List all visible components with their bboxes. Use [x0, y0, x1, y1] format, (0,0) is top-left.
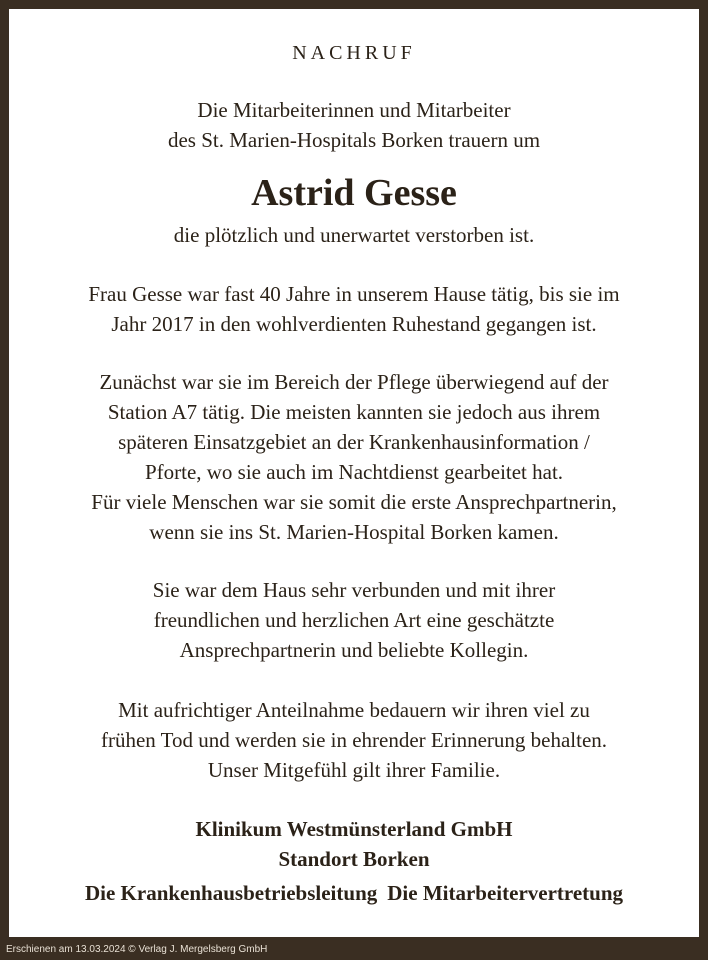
signature-management: Die Krankenhausbetriebsleitung	[84, 881, 378, 905]
publication-footer: Erschienen am 13.03.2024 © Verlag J. Mergelsberg GmbH	[6, 944, 268, 955]
paragraph-condolence	[9, 695, 699, 785]
paragraph-line: Zunächst war sie im Bereich der Pflege überwiegend auf der	[99, 370, 609, 394]
paragraph-line: späteren Einsatzgebiet an der Krankenhausinformation /	[118, 430, 590, 454]
intro-text	[9, 95, 699, 155]
paragraph-line: Unser Mitgefühl gilt ihrer Familie.	[207, 758, 501, 782]
paragraph-line: frühen Tod und werden sie in ehrender Erinnerung behalten.	[100, 728, 608, 752]
signature-parties	[9, 878, 699, 908]
paragraph-line: Pforte, wo sie auch im Nachtdienst gearbeitet hat.	[144, 460, 564, 484]
paragraph-line: wenn sie ins St. Marien-Hospital Borken kamen.	[149, 520, 559, 544]
paragraph-line: Frau Gesse war fast 40 Jahre in unserem Hause tätig, bis sie im	[88, 282, 620, 306]
paragraph-line: Ansprechpartnerin und beliebte Kollegin.	[179, 638, 529, 662]
paragraph-line: Für viele Menschen war sie somit die erste Ansprechpartnerin,	[91, 490, 617, 514]
obituary-card	[9, 9, 699, 937]
paragraph-career	[9, 279, 699, 339]
paragraph-tribute	[9, 575, 699, 665]
signature-staff-council: Die Mitarbeitervertretung	[387, 881, 624, 905]
paragraph-line: Jahr 2017 in den wohlverdienten Ruhestand gegangen ist.	[111, 312, 597, 336]
deceased-name: Astrid Gesse	[251, 172, 457, 214]
paragraph-line: freundlichen und herzlichen Art eine geschätzte	[153, 608, 555, 632]
notice-heading: NACHRUF	[292, 42, 416, 64]
subline-text: die plötzlich und unerwartet verstorben ist.	[173, 223, 535, 247]
signature-organization: Klinikum Westmünsterland GmbH	[195, 817, 513, 841]
signature-location: Standort Borken	[278, 847, 430, 871]
paragraph-work	[9, 367, 699, 547]
intro-line: des St. Marien-Hospitals Borken trauern um	[167, 128, 541, 152]
paragraph-line: Mit aufrichtiger Anteilnahme bedauern wir ihren viel zu	[118, 698, 590, 722]
intro-line: Die Mitarbeiterinnen und Mitarbeiter	[197, 98, 511, 122]
paragraph-line: Sie war dem Haus sehr verbunden und mit ihrer	[152, 578, 556, 602]
paragraph-line: Station A7 tätig. Die meisten kannten sie jedoch aus ihrem	[107, 400, 601, 424]
